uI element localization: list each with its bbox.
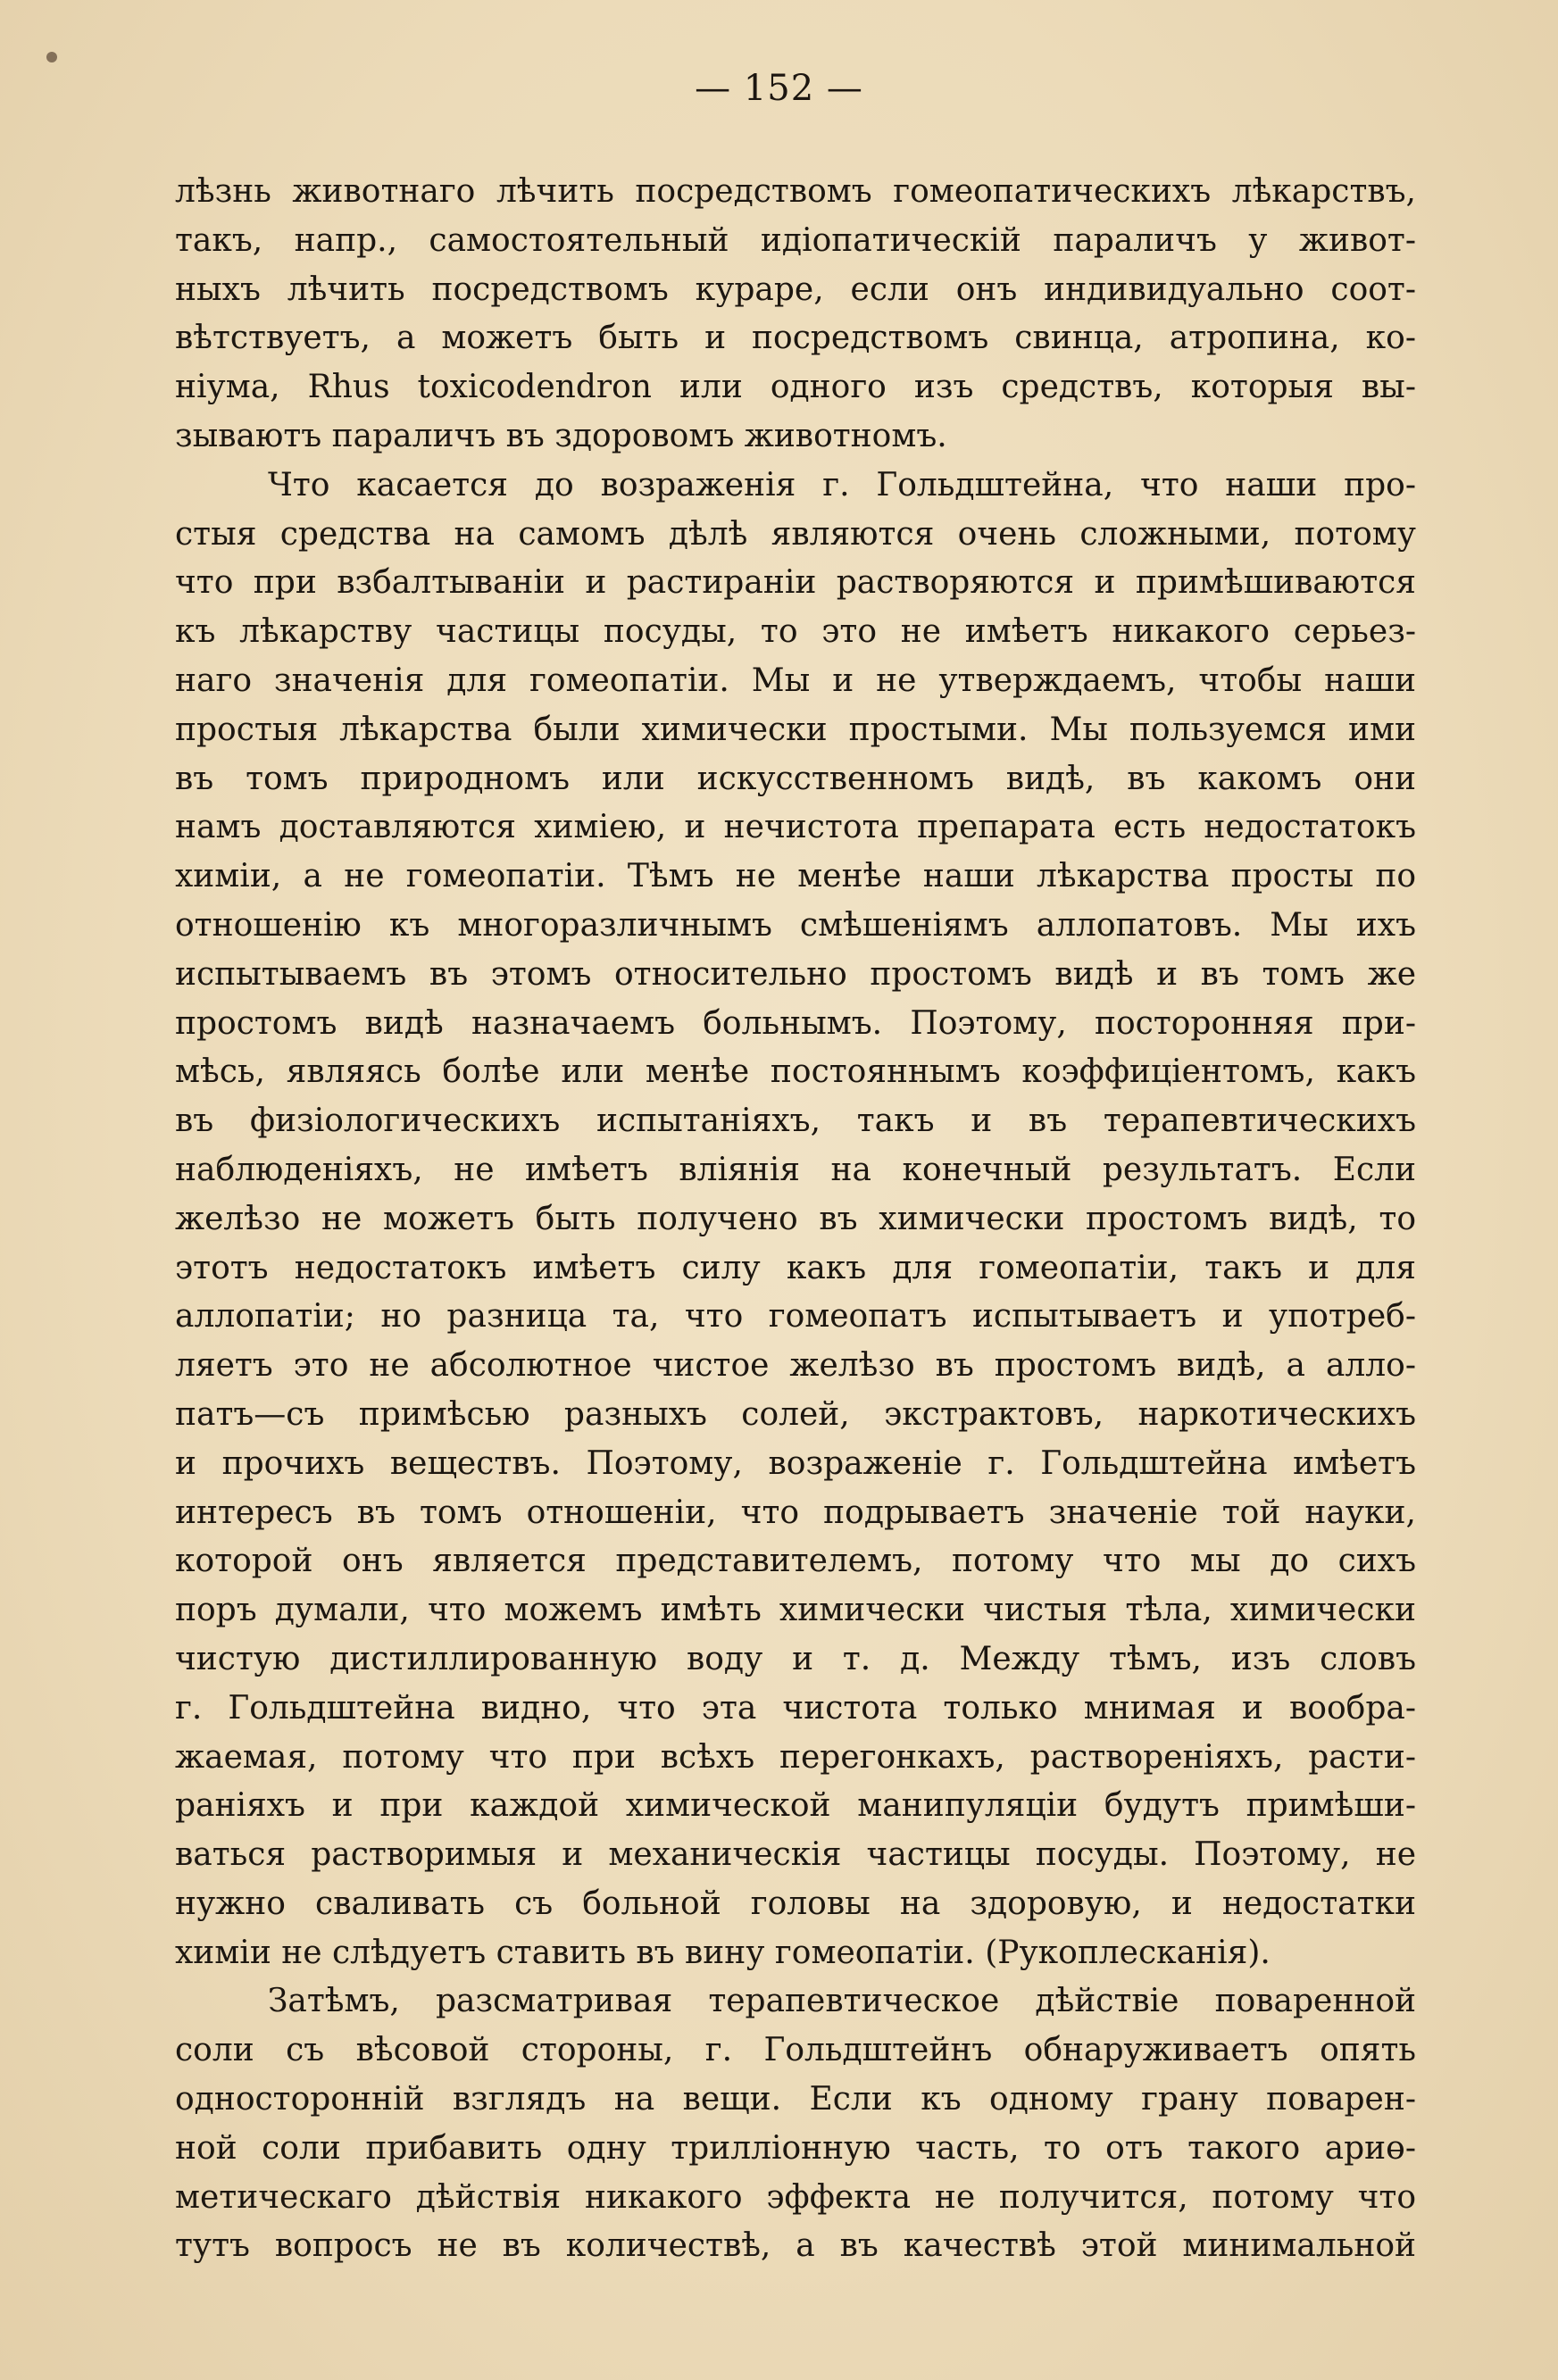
text-line: простомъ видѣ назначаемъ больнымъ. Поэтому, посторонняя при-	[175, 1004, 1416, 1042]
text-line: поръ думали, что можемъ имѣть химически чистыя тѣла, химически	[175, 1592, 1416, 1629]
paragraph-start-line: Затѣмъ, разсматривая терапевтическое дѣйствіе поваренной	[268, 1983, 1416, 2020]
text-line: простыя лѣкарства были химически простыми. Мы пользуемся ими	[175, 711, 1416, 748]
text-line: которой онъ является представителемъ, потому что мы до сихъ	[175, 1543, 1416, 1580]
text-line: чистую дистиллированную воду и т. д. Между тѣмъ, изъ словъ	[175, 1640, 1416, 1677]
text-line: испытываемъ въ этомъ относительно простомъ видѣ и въ томъ же	[175, 955, 1416, 993]
page-number: — 152 —	[695, 68, 863, 109]
text-line: наго значенія для гомеопатіи. Мы и не утверждаемъ, чтобы наши	[175, 662, 1416, 699]
paragraph-start-line: Что касается до возраженія г. Гольдштейна, что наши про-	[268, 466, 1416, 503]
text-line: въ физіологическихъ испытаніяхъ, такъ и въ терапевтическихъ	[175, 1103, 1416, 1140]
text-line: намъ доставляются химіею, и нечистота препарата есть недостатокъ	[175, 809, 1416, 846]
text-line: мѣсь, являясь болѣе или менѣе постояннымъ коэффиціентомъ, какъ	[175, 1053, 1416, 1091]
text-line: нужно сваливать съ больной головы на здоровую, и недостатки	[175, 1885, 1416, 1922]
text-line: ніума, Rhus toxicodendron или одного изъ средствъ, которыя вы-	[175, 369, 1416, 406]
text-line: этотъ недостатокъ имѣетъ силу какъ для гомеопатіи, такъ и для	[175, 1249, 1416, 1286]
text-line: химіи не слѣдуетъ ставить въ вину гомеопатіи. (Рукоплесканія).	[175, 1934, 1271, 1971]
text-line: соли съ вѣсовой стороны, г. Гольдштейнъ обнаруживаетъ опять	[175, 2032, 1416, 2069]
text-line: желѣзо не можетъ быть получено въ химически простомъ видѣ, то	[175, 1200, 1416, 1237]
text-line: къ лѣкарству частицы посуды, то это не имѣетъ никакого серьез-	[175, 613, 1416, 651]
text-line: ляетъ это не абсолютное чистое желѣзо въ простомъ видѣ, а алло-	[175, 1347, 1416, 1385]
text-line: раніяхъ и при каждой химической манипуляціи будутъ примѣши-	[175, 1787, 1416, 1825]
text-line: односторонній взглядъ на вещи. Если къ одному грану поварен-	[175, 2081, 1416, 2118]
text-line: ной соли прибавить одну трилліонную часть, то отъ такого ариө-	[175, 2129, 1416, 2167]
text-line: патъ—съ примѣсью разныхъ солей, экстрактовъ, наркотическихъ	[175, 1395, 1416, 1433]
text-line: г. Гольдштейна видно, что эта чистота только мнимая и вообра-	[175, 1689, 1416, 1727]
text-line: лѣзнь животнаго лѣчить посредствомъ гомеопатическихъ лѣкарствъ,	[175, 173, 1416, 210]
text-line: жаемая, потому что при всѣхъ перегонкахъ, раствореніяхъ, расти-	[175, 1738, 1416, 1776]
text-line: и прочихъ веществъ. Поэтому, возраженіе г. Гольдштейна имѣетъ	[175, 1444, 1416, 1482]
text-line: ныхъ лѣчить посредствомъ кураре, если онъ индивидуально соот-	[175, 270, 1416, 308]
text-line: интересъ въ томъ отношеніи, что подрываетъ значеніе той науки,	[175, 1494, 1416, 1531]
text-line: такъ, напр., самостоятельный идіопатическій параличъ у живот-	[175, 221, 1416, 259]
text-line: зываютъ параличъ въ здоровомъ животномъ.	[175, 417, 947, 454]
text-line: вѣтствуетъ, а можетъ быть и посредствомъ свинца, атропина, ко-	[175, 320, 1416, 357]
text-line: тутъ вопросъ не въ количествѣ, а въ качествѣ этой минимальной	[175, 2227, 1416, 2265]
text-line: метическаго дѣйствія никакого эффекта не получится, потому что	[175, 2178, 1416, 2216]
text-line: стыя средства на самомъ дѣлѣ являются очень сложными, потому	[175, 515, 1416, 553]
text-line: химіи, а не гомеопатіи. Тѣмъ не менѣе наши лѣкарства просты по	[175, 858, 1416, 895]
text-line: аллопатіи; но разница та, что гомеопатъ испытываетъ и употреб-	[175, 1298, 1416, 1336]
page-body	[175, 168, 1416, 2271]
text-line: ваться растворимыя и механическія частицы посуды. Поэтому, не	[175, 1836, 1416, 1874]
text-line: наблюденіяхъ, не имѣетъ вліянія на конечный результатъ. Если	[175, 1151, 1416, 1188]
text-line: что при взбалтываніи и растираніи растворяются и примѣшиваются	[175, 564, 1416, 602]
text-line: въ томъ природномъ или искусственномъ видѣ, въ какомъ они	[175, 760, 1416, 797]
ink-spot	[46, 52, 57, 62]
text-line: отношенію къ многоразличнымъ смѣшеніямъ аллопатовъ. Мы ихъ	[175, 906, 1416, 944]
